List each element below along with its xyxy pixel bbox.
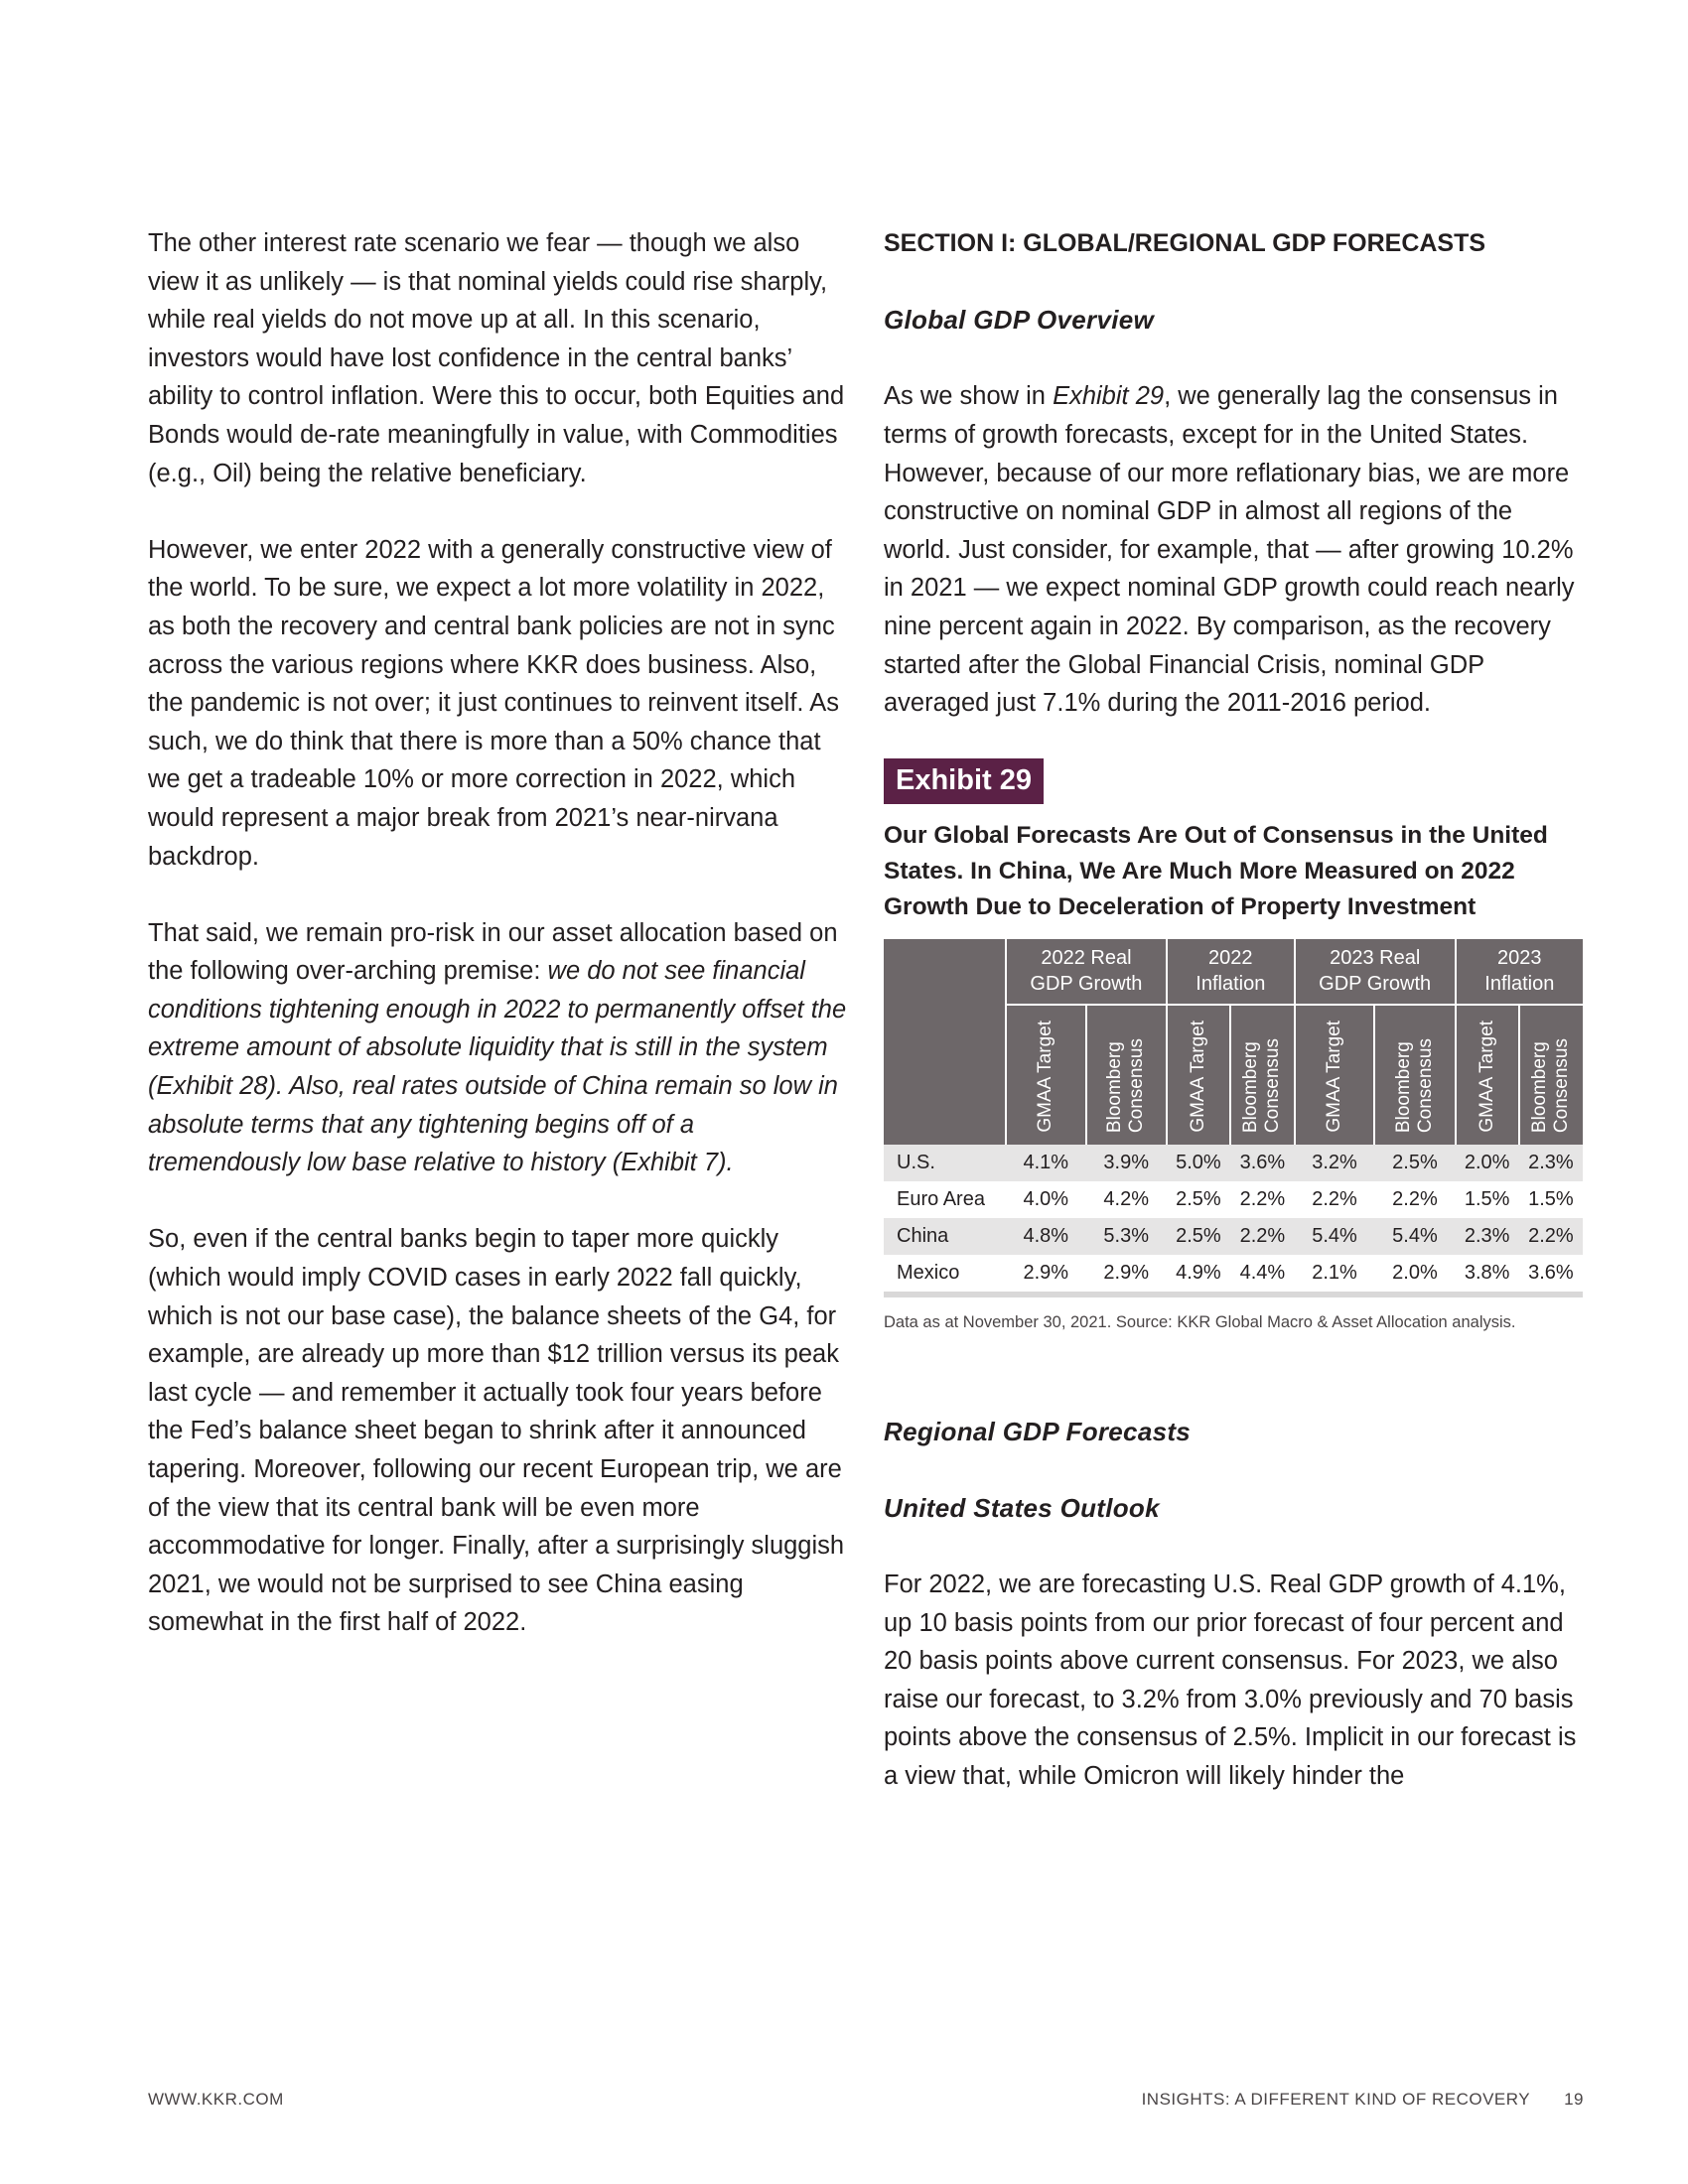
- table-cell: 3.6%: [1230, 1145, 1295, 1181]
- column-group-header: [1295, 939, 1456, 1005]
- column-subheader-label: Bloomberg Consensus: [1392, 1037, 1436, 1133]
- table-cell: 2.5%: [1374, 1145, 1455, 1181]
- row-label: Euro Area: [884, 1181, 1006, 1218]
- column-subheader-label: GMAA Target: [1187, 1021, 1208, 1133]
- footer-url: WWW.KKR.COM: [148, 2090, 284, 2109]
- table-cell: 4.2%: [1086, 1181, 1167, 1218]
- paragraph-text: , we generally lag the consensus in terms of growth forecasts, except for in the United States. However, because of our more reflationary bias, we are more constructive on nominal GDP in almost all regions of the world. Just consider, for example, that — after growing 10.2% in 2021 — we expect nominal GDP growth could reach nearly nine percent again in 2022. By comparison, as the recovery started after the Global Financial Crisis, nominal GDP averaged just 7.1% during the 2011-2016 period.: [884, 382, 1575, 718]
- column-group-label: 2023 Inflation: [1484, 947, 1555, 996]
- row-label: Mexico: [884, 1255, 1006, 1295]
- paragraph-text: That said, we remain pro-risk in our asset allocation based on the following over-arching premise:: [148, 918, 838, 986]
- table-cell: 2.2%: [1519, 1218, 1583, 1255]
- body-paragraph: For 2022, we are forecasting U.S. Real GDP growth of 4.1%, up 10 basis points from our prior forecast of four percent and 20 basis points above current consensus. For 2023, we also raise our forecast, to 3.2% from 3.0% previously and 70 basis points above the consensus of 2.5%. Implicit in our forecast is a view that, while Omicron will likely hinder the: [884, 1570, 1577, 1791]
- paragraph-text: As we show in: [884, 382, 1054, 411]
- column-group-label: 2022 Real GDP Growth: [1030, 947, 1143, 996]
- body-paragraph: However, we enter 2022 with a generally constructive view of the world. To be sure, we expect a lot more volatility in 2022, as both the recovery and central bank policies are not in sync across the various regions where KKR does business. Also, the pandemic is not over; it just continues to reinvent itself. As such, we do think that there is more than a 50% chance that we get a tradeable 10% or more correction in 2022, which would represent a major break from 2021’s near-nirvana backdrop.: [148, 535, 839, 871]
- body-paragraph: [148, 914, 853, 1182]
- paragraph-emphasis: we do not see financial conditions tightening enough in 2022 to permanently offset the extreme amount of absolute liquidity that is still in the system (Exhibit 28). Also, real rates outside of China remain so low in absolute terms that any tightening begins off of a tremendously low base relative to history (Exhibit 7).: [148, 957, 847, 1177]
- subsection-title: Global GDP Overview: [884, 305, 1155, 336]
- table-cell: 3.9%: [1086, 1145, 1167, 1181]
- table-cell: 5.0%: [1167, 1145, 1230, 1181]
- table-cell: 2.5%: [1167, 1181, 1230, 1218]
- table-cell: 4.1%: [1006, 1145, 1086, 1181]
- table-cell: 3.6%: [1519, 1255, 1583, 1295]
- source-note: Data as at November 30, 2021. Source: KKR Global Macro & Asset Allocation analysis.: [884, 1312, 1516, 1331]
- table-cell: 2.2%: [1374, 1181, 1455, 1218]
- table-cell: 4.8%: [1006, 1218, 1086, 1255]
- table-row: [884, 1255, 1583, 1295]
- table-cell: 2.1%: [1295, 1255, 1375, 1295]
- column-subheader-label: Bloomberg Consensus: [1240, 1037, 1284, 1133]
- column-subheader: [1167, 1005, 1230, 1145]
- column-group-label: 2023 Real GDP Growth: [1319, 947, 1432, 996]
- column-subheader-label: GMAA Target: [1324, 1021, 1345, 1133]
- table-cell: 2.0%: [1374, 1255, 1455, 1295]
- body-paragraph: [884, 377, 1584, 722]
- table-cell: 2.5%: [1167, 1218, 1230, 1255]
- left-column: [148, 224, 853, 1681]
- exhibit-title: Our Global Forecasts Are Out of Consensus in the United States. In China, We Are Much More Measured on 2022 Growth Due to Deceleration of Property Investment: [884, 821, 1548, 920]
- exhibit-label: Exhibit 29: [884, 758, 1044, 804]
- table-corner: [884, 939, 1006, 1145]
- exhibit-reference: Exhibit 29: [1053, 382, 1165, 411]
- table-cell: 2.2%: [1295, 1181, 1375, 1218]
- table-cell: 2.3%: [1519, 1145, 1583, 1181]
- footer-title: [1142, 2090, 1584, 2110]
- body-paragraph: The other interest rate scenario we fear — though we also view it as unlikely — is that nominal yields could rise sharply, while real yields do not move up at all. In this scenario, investors would have lost confidence in the central banks’ ability to control inflation. Were this to occur, both Equities and Bonds would de-rate meaningfully in value, with Commodities (e.g., Oil) being the relative beneficiary.: [148, 229, 845, 487]
- table-cell: 2.3%: [1456, 1218, 1519, 1255]
- column-subheader-label: Bloomberg Consensus: [1529, 1037, 1573, 1133]
- column-group-header: [1456, 939, 1583, 1005]
- table-cell: 2.2%: [1230, 1181, 1295, 1218]
- table-cell: 2.2%: [1230, 1218, 1295, 1255]
- table-cell: 2.9%: [1086, 1255, 1167, 1295]
- column-group-label: 2022 Inflation: [1196, 947, 1266, 996]
- table-cell: 1.5%: [1456, 1181, 1519, 1218]
- table-cell: 2.0%: [1456, 1145, 1519, 1181]
- table-row: [884, 1145, 1583, 1181]
- table-cell: 4.4%: [1230, 1255, 1295, 1295]
- table-row: [884, 1181, 1583, 1218]
- table-cell: 4.0%: [1006, 1181, 1086, 1218]
- subsection-title: Regional GDP Forecasts: [884, 1416, 1192, 1446]
- column-subheader: [1295, 1005, 1375, 1145]
- forecast-table: [884, 939, 1583, 1297]
- column-group-header: [1167, 939, 1295, 1005]
- table-cell: 3.8%: [1456, 1255, 1519, 1295]
- section-title: SECTION I: GLOBAL/REGIONAL GDP FORECASTS: [884, 229, 1486, 257]
- column-subheader: [1456, 1005, 1519, 1145]
- table-cell: 1.5%: [1519, 1181, 1583, 1218]
- row-label: China: [884, 1218, 1006, 1255]
- table-row: [884, 1218, 1583, 1255]
- table-cell: 4.9%: [1167, 1255, 1230, 1295]
- column-subheader: [1374, 1005, 1455, 1145]
- body-paragraph: So, even if the central banks begin to taper more quickly (which would imply COVID cases in early 2022 fall quickly, which is not our base case), the balance sheets of the G4, for example, are already up more than $12 trillion versus its peak last cycle — and remember it actually took four years before the Fed’s balance sheet began to shrink after it announced tapering. Moreover, following our recent European trip, we are of the view that its central bank will be even more accommodative for longer. Finally, after a surprisingly sluggish 2021, we would not be surprised to see China easing somewhat in the first half of 2022.: [148, 1225, 845, 1637]
- page-number: 19: [1564, 2090, 1584, 2109]
- table-cell: 5.3%: [1086, 1218, 1167, 1255]
- column-subheader: [1086, 1005, 1167, 1145]
- table-cell: 5.4%: [1374, 1218, 1455, 1255]
- table-cell: 5.4%: [1295, 1218, 1375, 1255]
- right-column: [884, 224, 1584, 1796]
- column-subheader-label: GMAA Target: [1476, 1021, 1497, 1133]
- subsection-title: United States Outlook: [884, 1492, 1160, 1523]
- column-subheader-label: GMAA Target: [1035, 1021, 1056, 1133]
- table-cell: 2.9%: [1006, 1255, 1086, 1295]
- column-subheader-label: Bloomberg Consensus: [1104, 1037, 1148, 1133]
- column-subheader: [1006, 1005, 1086, 1145]
- column-subheader: [1519, 1005, 1583, 1145]
- table-cell: 3.2%: [1295, 1145, 1375, 1181]
- footer-publication-title: INSIGHTS: A DIFFERENT KIND OF RECOVERY: [1141, 2090, 1531, 2109]
- column-group-header: [1006, 939, 1167, 1005]
- row-label: U.S.: [884, 1145, 1006, 1181]
- column-subheader: [1230, 1005, 1295, 1145]
